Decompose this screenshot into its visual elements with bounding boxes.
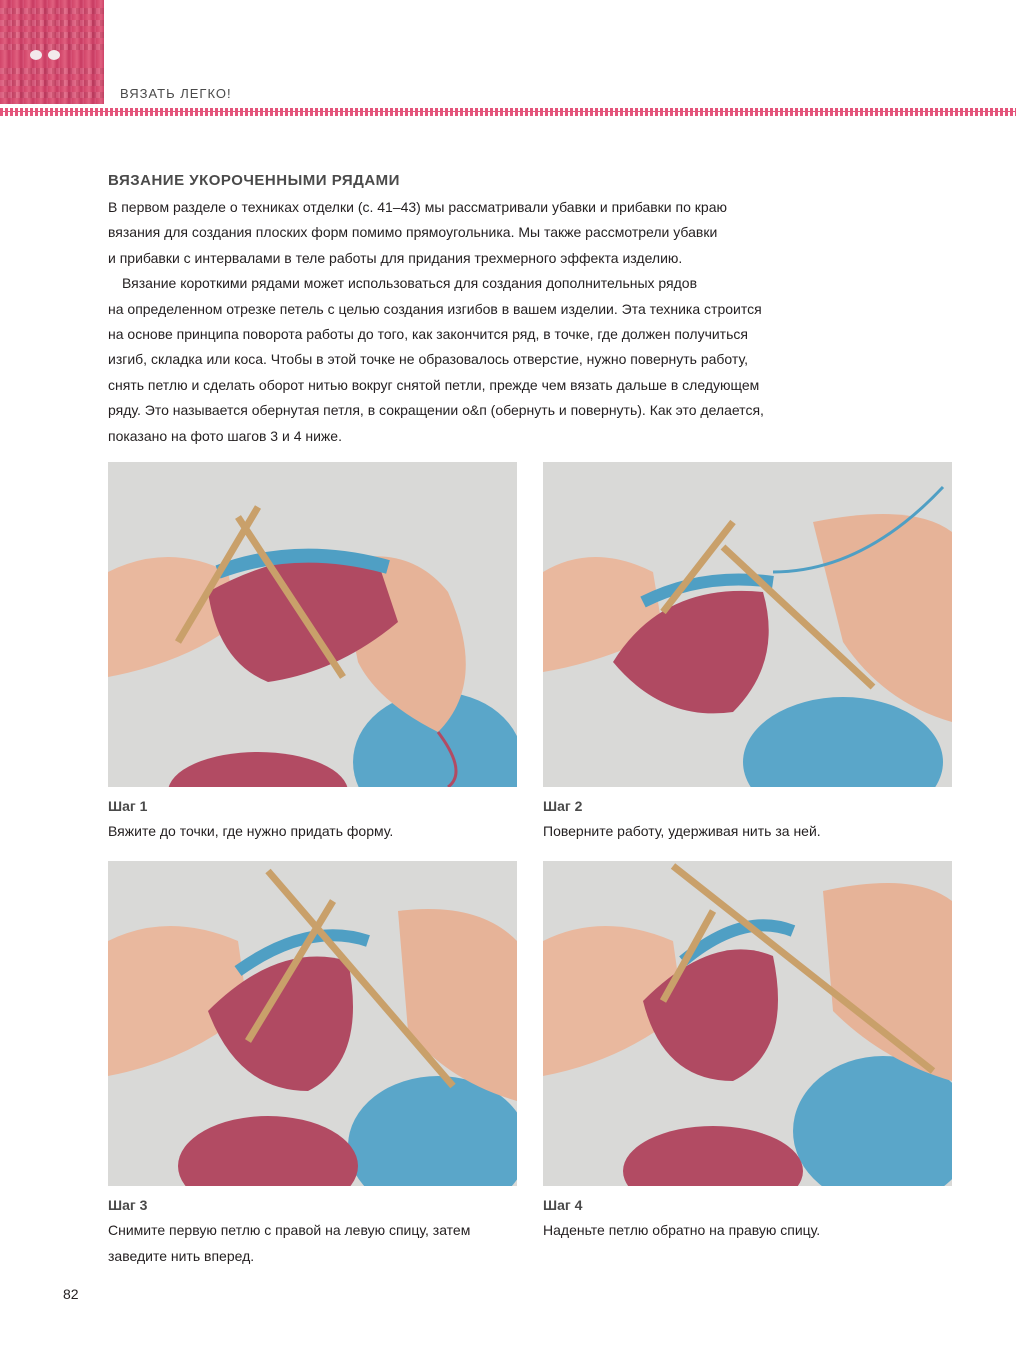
- section-label: ВЯЗАТЬ ЛЕГКО!: [120, 86, 232, 101]
- step-4-photo: [543, 861, 952, 1186]
- step-3-title: Шаг 3: [108, 1197, 148, 1213]
- step-3-caption-line: Снимите первую петлю с правой на левую спицу, затем: [108, 1222, 471, 1238]
- article-body: [108, 195, 808, 449]
- body-line: и прибавки с интервалами в теле работы для придания трехмерного эффекта изделию.: [108, 249, 683, 266]
- step-2-photo: [543, 462, 952, 787]
- body-line: Вязание короткими рядами может использоваться для создания дополнительных рядов: [122, 275, 698, 292]
- step-2-title: Шаг 2: [543, 798, 583, 814]
- body-line: В первом разделе о техниках отделки (с. 41–43) мы рассматривали убавки и прибавки по краю: [108, 199, 727, 215]
- body-line: на определенном отрезке петель с целью создания изгибов в вашем изделии. Эта техника строится: [108, 300, 762, 317]
- step-3-caption: [108, 1217, 528, 1269]
- step-1-caption: Вяжите до точки, где нужно придать форму.: [108, 823, 394, 839]
- article-heading: ВЯЗАНИЕ УКОРОЧЕННЫМИ РЯДАМИ: [108, 172, 400, 189]
- step-3-caption-line: заведите нить вперед.: [108, 1248, 255, 1264]
- step-4-caption: Наденьте петлю обратно на правую спицу.: [543, 1222, 821, 1238]
- body-line: вязания для создания плоских форм помимо прямоугольника. Мы также рассмотрели убавки: [108, 224, 718, 241]
- step-1-photo: [108, 462, 517, 787]
- step-2-caption: Поверните работу, удерживая нить за ней.: [543, 823, 821, 839]
- page-number: 82: [63, 1286, 79, 1302]
- step-3-photo: [108, 861, 517, 1186]
- body-line: изгиб, складка или коса. Чтобы в этой точке не образовалось отверстие, нужно повернуть работу,: [108, 351, 748, 368]
- step-1-title: Шаг 1: [108, 798, 148, 814]
- step-4-title: Шаг 4: [543, 1197, 583, 1213]
- body-line: снять петлю и сделать оборот нитью вокруг снятой петли, прежде чем вязать дальше в следующем: [108, 376, 760, 393]
- knit-swatch-image: [0, 0, 104, 104]
- body-line: ряду. Это называется обернутая петля, в сокращении о&п (обернуть и повернуть). Как это делается,: [108, 402, 764, 419]
- body-line: показано на фото шагов 3 и 4 ниже.: [108, 427, 342, 444]
- header-divider: [0, 108, 1016, 116]
- body-line: на основе принципа поворота работы до того, как закончится ряд, в точке, где должен получиться: [108, 326, 748, 343]
